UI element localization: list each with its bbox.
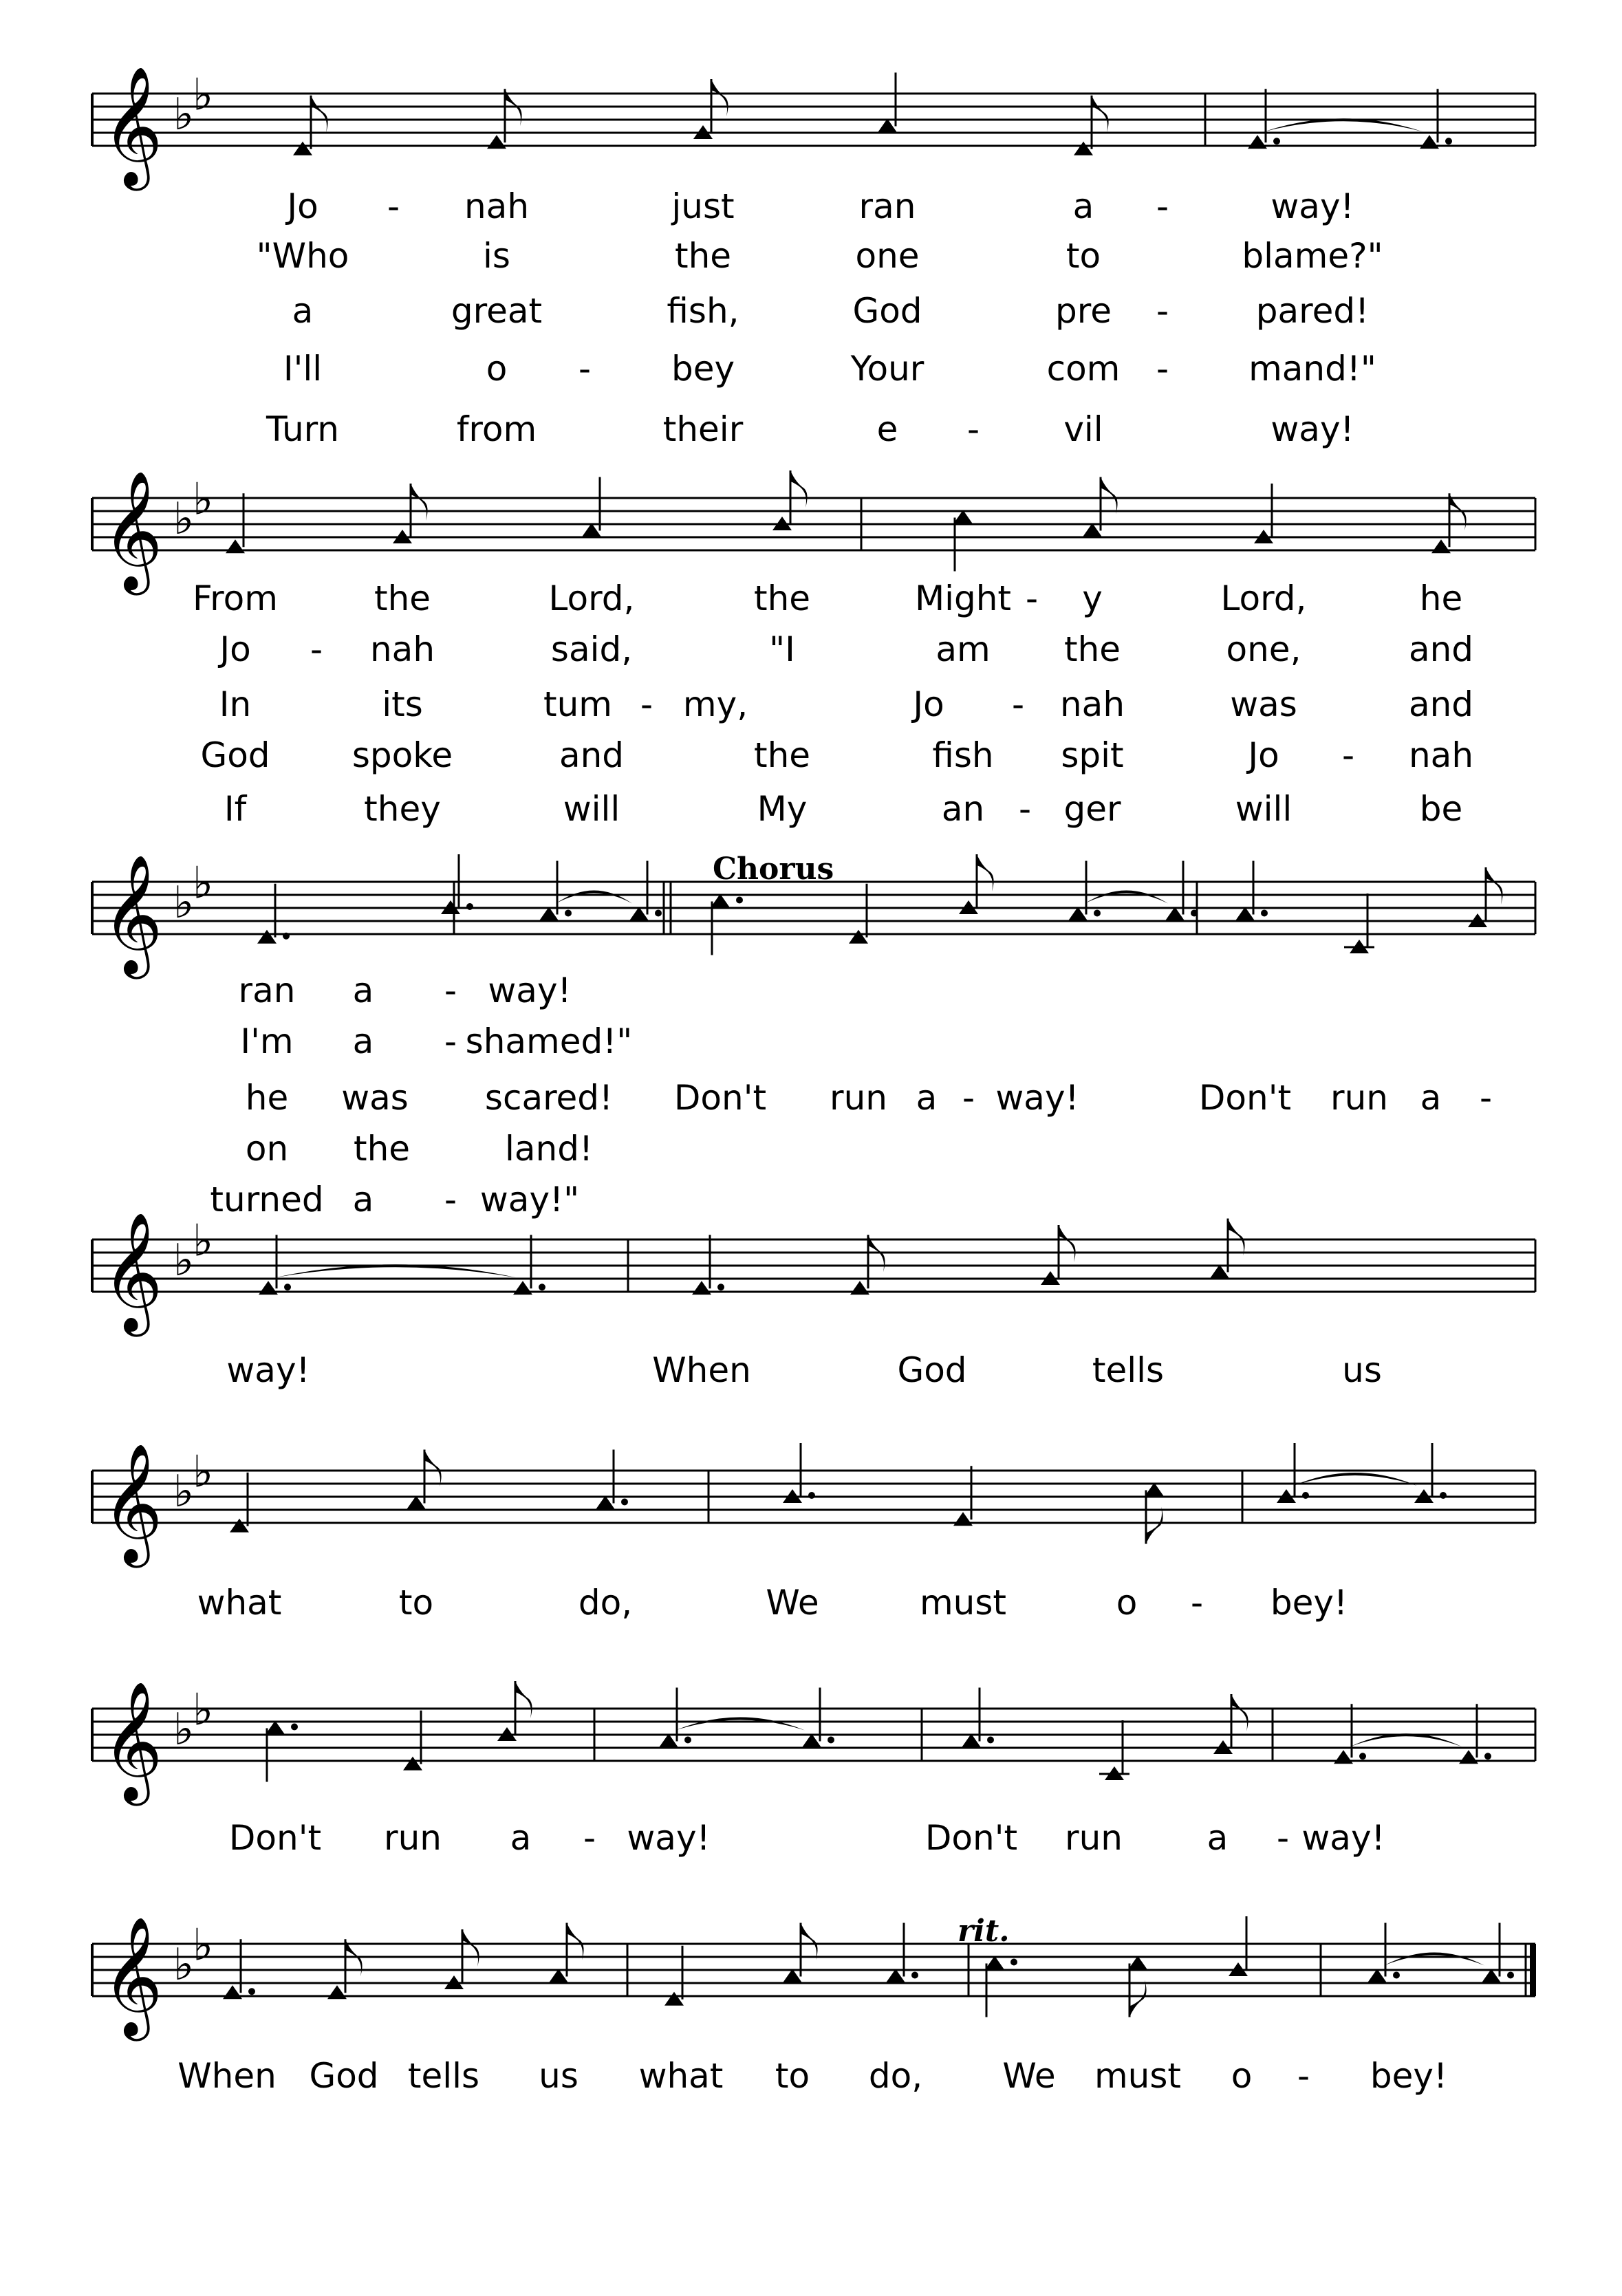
augmentation-dot	[1440, 1492, 1447, 1499]
tie	[1384, 1953, 1484, 1966]
note-head	[226, 539, 245, 553]
tie	[1085, 891, 1168, 904]
augmentation-dot	[1507, 1972, 1514, 1979]
lyric-hyphen: -	[1297, 2056, 1310, 2096]
lyric-hyphen: -	[387, 186, 400, 226]
lyric-syllable: one,	[1226, 629, 1301, 669]
treble-clef-icon: 𝄞	[102, 854, 163, 974]
augmentation-dot	[1094, 910, 1101, 917]
lyric-syllable: God	[897, 1350, 967, 1390]
lyric-syllable: way!	[488, 971, 572, 1010]
lyric-syllable: a	[1207, 1818, 1229, 1858]
lyric-syllable: run	[1330, 1078, 1388, 1118]
lyric-syllable: am	[936, 629, 991, 669]
flat-icon: ♭	[193, 1685, 214, 1736]
lyric-syllable: to	[1066, 236, 1101, 276]
lyric-syllable: and	[1408, 684, 1474, 724]
lyric-syllable: nah	[1408, 735, 1474, 775]
lyric-syllable: said,	[550, 629, 633, 669]
lyric-syllable: In	[219, 684, 252, 724]
treble-clef-icon: 𝄞	[102, 470, 163, 590]
lyric-syllable: Lord,	[548, 578, 635, 618]
flat-icon: ♭	[173, 1235, 195, 1286]
lyric-syllable: o	[486, 349, 508, 389]
lyric-syllable: When	[652, 1350, 751, 1390]
lyric-syllable: to	[775, 2056, 810, 2096]
lyric-hyphen: -	[1156, 291, 1169, 331]
note-flag	[1228, 1219, 1245, 1256]
lyric-syllable: mand!"	[1248, 349, 1376, 389]
lyric-syllable: a	[1072, 186, 1094, 226]
lyric-syllable: my,	[682, 684, 748, 724]
note-head	[692, 1281, 711, 1295]
note-flag	[411, 484, 428, 521]
lyric-syllable: what	[638, 2056, 724, 2096]
lyric-syllable: ran	[858, 186, 916, 226]
augmentation-dot	[808, 1492, 815, 1499]
lyric-syllable: is	[483, 236, 510, 276]
note-head	[1459, 1750, 1478, 1764]
lyric-hyphen: -	[1479, 1078, 1493, 1118]
note-head	[1074, 142, 1093, 155]
lyric-syllable: great	[451, 291, 543, 331]
note-head	[257, 930, 277, 944]
flat-icon: ♭	[193, 474, 214, 526]
note-head	[223, 1985, 242, 1999]
augmentation-dot	[621, 1499, 628, 1506]
augmentation-dot	[987, 1737, 994, 1744]
lyric-syllable: Don't	[1198, 1078, 1292, 1118]
lyric-syllable: on	[245, 1129, 289, 1169]
lyric-syllable: tells	[1092, 1350, 1165, 1390]
lyric-hyphen: -	[966, 409, 980, 449]
note-head	[293, 142, 312, 155]
lyric-syllable: must	[919, 1583, 1007, 1623]
lyric-syllable: Turn	[266, 409, 340, 449]
tie	[556, 891, 632, 904]
lyric-syllable: a	[510, 1818, 532, 1858]
lyric-syllable: their	[662, 409, 744, 449]
lyric-syllable: My	[757, 789, 808, 829]
treble-clef-icon: 𝄞	[102, 1916, 163, 2036]
augmentation-dot	[291, 1724, 298, 1731]
note-head	[1431, 539, 1451, 553]
flat-icon: ♭	[193, 858, 214, 909]
flat-icon: ♭	[173, 1940, 195, 1991]
augmentation-dot	[1302, 1492, 1309, 1499]
lyric-syllable: they	[364, 789, 441, 829]
note-head	[849, 930, 868, 944]
lyric-syllable: to	[398, 1583, 434, 1623]
lyric-syllable: just	[671, 186, 735, 226]
lyric-syllable: y	[1082, 578, 1103, 618]
lyric-syllable: scared!	[484, 1078, 614, 1118]
augmentation-dot	[655, 910, 662, 917]
lyric-syllable: a	[352, 1021, 374, 1061]
lyric-syllable: be	[1419, 789, 1463, 829]
augmentation-dot	[1191, 910, 1198, 917]
lyric-syllable: a	[292, 291, 314, 331]
note-head	[230, 1519, 249, 1533]
note-flag	[515, 1681, 532, 1718]
note-head	[1420, 135, 1439, 149]
lyric-hyphen: -	[640, 684, 653, 724]
lyric-syllable: I'm	[240, 1021, 294, 1061]
augmentation-dot	[1393, 1972, 1400, 1979]
note-flag	[1092, 96, 1109, 133]
lyric-syllable: tells	[407, 2056, 480, 2096]
lyric-syllable: run	[830, 1078, 887, 1118]
lyric-syllable: ger	[1063, 789, 1121, 829]
lyric-hyphen: -	[1190, 1583, 1204, 1623]
lyric-syllable: from	[456, 409, 537, 449]
note-head	[487, 135, 506, 149]
lyric-syllable: fish,	[667, 291, 739, 331]
augmentation-dot	[248, 1988, 255, 1995]
lyric-syllable: o	[1231, 2056, 1253, 2096]
lyric-hyphen: -	[444, 971, 457, 1010]
treble-clef-icon: 𝄞	[102, 1212, 163, 1332]
augmentation-dot	[1445, 138, 1452, 144]
note-head	[403, 1757, 422, 1770]
augmentation-dot	[736, 897, 743, 904]
lyric-syllable: a	[916, 1078, 938, 1118]
lyric-syllable: tum	[543, 684, 612, 724]
note-flag	[462, 1929, 479, 1967]
flat-icon: ♭	[173, 89, 195, 140]
lyric-syllable: way!	[1270, 186, 1354, 226]
lyric-syllable: Jo	[287, 186, 318, 226]
lyric-syllable: an	[941, 789, 985, 829]
lyric-hyphen: -	[962, 1078, 975, 1118]
lyric-hyphen: -	[578, 349, 592, 389]
note-flag	[801, 1923, 818, 1960]
lyric-syllable: o	[1116, 1583, 1138, 1623]
lyric-syllable: run	[384, 1818, 442, 1858]
lyric-syllable: vil	[1063, 409, 1103, 449]
chorus-label: Chorus	[713, 852, 834, 887]
lyric-syllable: and	[1408, 629, 1474, 669]
lyric-hyphen: -	[583, 1818, 596, 1858]
lyric-syllable: the	[753, 578, 811, 618]
note-head	[953, 1512, 973, 1526]
lyric-syllable: nah	[369, 629, 435, 669]
lyric-syllable: e	[876, 409, 898, 449]
lyric-hyphen: -	[1341, 735, 1355, 775]
flat-icon: ♭	[193, 1215, 214, 1267]
treble-clef-icon: 𝄞	[102, 1681, 163, 1801]
lyric-syllable: Lord,	[1220, 578, 1307, 618]
lyric-syllable: its	[382, 684, 423, 724]
note-head	[513, 1281, 532, 1295]
note-flag	[1146, 1507, 1163, 1544]
lyric-syllable: bey!	[1270, 1583, 1348, 1623]
lyric-syllable: do,	[578, 1583, 633, 1623]
lyric-syllable: will	[1235, 789, 1293, 829]
lyric-syllable: us	[539, 2056, 578, 2096]
lyric-syllable: pared!	[1255, 291, 1370, 331]
lyric-syllable: nah	[464, 186, 530, 226]
lyric-syllable: land!	[504, 1129, 594, 1169]
note-flag	[711, 79, 728, 116]
lyric-syllable: a	[352, 1180, 374, 1220]
lyric-syllable: will	[563, 789, 620, 829]
lyric-hyphen: -	[1011, 684, 1025, 724]
lyric-syllable: Jo	[1248, 735, 1279, 775]
lyric-hyphen: -	[1276, 1818, 1290, 1858]
lyric-syllable: blame?"	[1242, 236, 1383, 276]
note-flag	[1101, 477, 1118, 515]
lyric-syllable: way!"	[479, 1180, 580, 1220]
note-flag	[1231, 1694, 1248, 1731]
note-flag	[977, 854, 994, 891]
lyric-syllable: way!	[1301, 1818, 1385, 1858]
lyric-syllable: I'll	[283, 349, 323, 389]
augmentation-dot	[1261, 910, 1268, 917]
lyric-syllable: bey	[671, 349, 735, 389]
note-head	[664, 1992, 684, 2006]
lyric-syllable: From	[193, 578, 278, 618]
lyric-syllable: do,	[868, 2056, 923, 2096]
lyric-syllable: the	[1063, 629, 1121, 669]
note-head	[327, 1985, 347, 1999]
flat-icon: ♭	[193, 1920, 214, 1971]
lyric-syllable: ran	[238, 971, 296, 1010]
lyric-hyphen: -	[310, 629, 323, 669]
note-flag	[790, 470, 808, 508]
lyric-syllable: bey!	[1370, 2056, 1448, 2096]
lyric-syllable: God	[852, 291, 922, 331]
augmentation-dot	[1484, 1753, 1491, 1759]
lyric-syllable: God	[200, 735, 270, 775]
lyric-syllable: spoke	[352, 735, 453, 775]
lyric-syllable: shamed!"	[465, 1021, 633, 1061]
lyric-syllable: what	[197, 1583, 282, 1623]
note-head	[850, 1281, 869, 1295]
augmentation-dot	[1359, 1753, 1366, 1759]
lyric-syllable: way!	[1270, 409, 1354, 449]
lyric-syllable: us	[1342, 1350, 1382, 1390]
lyric-syllable: must	[1094, 2056, 1182, 2096]
rit-marking: rit.	[958, 1914, 1010, 1949]
lyric-syllable: a	[352, 971, 374, 1010]
lyric-syllable: com	[1046, 349, 1121, 389]
note-head	[259, 1281, 278, 1295]
lyric-syllable: pre	[1055, 291, 1112, 331]
lyric-syllable: We	[766, 1583, 819, 1623]
lyric-hyphen: -	[444, 1180, 457, 1220]
augmentation-dot	[1010, 1959, 1017, 1966]
lyric-syllable: Don't	[924, 1818, 1018, 1858]
note-head	[1248, 135, 1267, 149]
lyric-syllable: the	[374, 578, 431, 618]
lyric-syllable: spit	[1061, 735, 1124, 775]
lyric-syllable: Your	[850, 349, 924, 389]
lyric-syllable: Might	[914, 578, 1012, 618]
flat-icon: ♭	[173, 878, 195, 929]
augmentation-dot	[1273, 138, 1280, 144]
note-flag	[567, 1923, 584, 1960]
lyric-syllable: the	[674, 236, 732, 276]
flat-icon: ♭	[173, 1704, 195, 1755]
lyric-syllable: way!	[226, 1350, 310, 1390]
augmentation-dot	[283, 933, 290, 940]
final-barline-thick	[1530, 1944, 1536, 1996]
lyric-syllable: We	[1002, 2056, 1056, 2096]
lyric-syllable: Jo	[219, 629, 251, 669]
augmentation-dot	[466, 903, 473, 910]
lyric-syllable: turned	[210, 1180, 324, 1220]
note-flag	[1486, 867, 1503, 905]
lyric-syllable: he	[245, 1078, 289, 1118]
augmentation-dot	[684, 1737, 691, 1744]
lyric-syllable: a	[1420, 1078, 1442, 1118]
lyric-syllable: run	[1065, 1818, 1123, 1858]
lyric-syllable: "I	[769, 629, 795, 669]
flat-icon: ♭	[193, 69, 214, 121]
note-flag	[311, 96, 328, 133]
flat-icon: ♭	[173, 494, 195, 545]
lyric-syllable: When	[177, 2056, 277, 2096]
augmentation-dot	[828, 1737, 834, 1744]
lyric-syllable: way!	[627, 1818, 711, 1858]
lyric-syllable: he	[1419, 578, 1463, 618]
lyric-syllable: "Who	[256, 236, 349, 276]
treble-clef-icon: 𝄞	[102, 1443, 163, 1563]
lyric-syllable: nah	[1059, 684, 1125, 724]
note-flag	[424, 1450, 442, 1487]
note-flag	[1129, 1980, 1147, 2017]
lyric-syllable: was	[1230, 684, 1297, 724]
lyric-syllable: God	[309, 2056, 379, 2096]
lyric-hyphen: -	[444, 1021, 457, 1061]
augmentation-dot	[284, 1284, 291, 1290]
lyric-syllable: fish	[932, 735, 994, 775]
lyric-syllable: Don't	[673, 1078, 767, 1118]
lyric-hyphen: -	[1018, 789, 1032, 829]
lyric-hyphen: -	[1025, 578, 1039, 618]
lyric-syllable: Jo	[913, 684, 944, 724]
note-flag	[1059, 1225, 1076, 1262]
lyric-syllable: If	[224, 789, 247, 829]
note-head	[1334, 1750, 1353, 1764]
augmentation-dot	[539, 1284, 545, 1290]
lyric-syllable: the	[353, 1129, 411, 1169]
lyric-syllable: one	[855, 236, 920, 276]
augmentation-dot	[565, 910, 572, 917]
flat-icon: ♭	[173, 1466, 195, 1517]
lyric-hyphen: -	[1156, 349, 1169, 389]
lyric-hyphen: -	[1156, 186, 1169, 226]
lyric-syllable: and	[559, 735, 625, 775]
lyric-syllable: Don't	[228, 1818, 322, 1858]
tie	[675, 1718, 805, 1731]
augmentation-dot	[911, 1972, 918, 1979]
lyric-syllable: was	[341, 1078, 409, 1118]
lyric-syllable: way!	[995, 1078, 1079, 1118]
treble-clef-icon: 𝄞	[102, 66, 163, 186]
lyric-syllable: the	[753, 735, 811, 775]
flat-icon: ♭	[193, 1447, 214, 1498]
augmentation-dot	[717, 1284, 724, 1290]
